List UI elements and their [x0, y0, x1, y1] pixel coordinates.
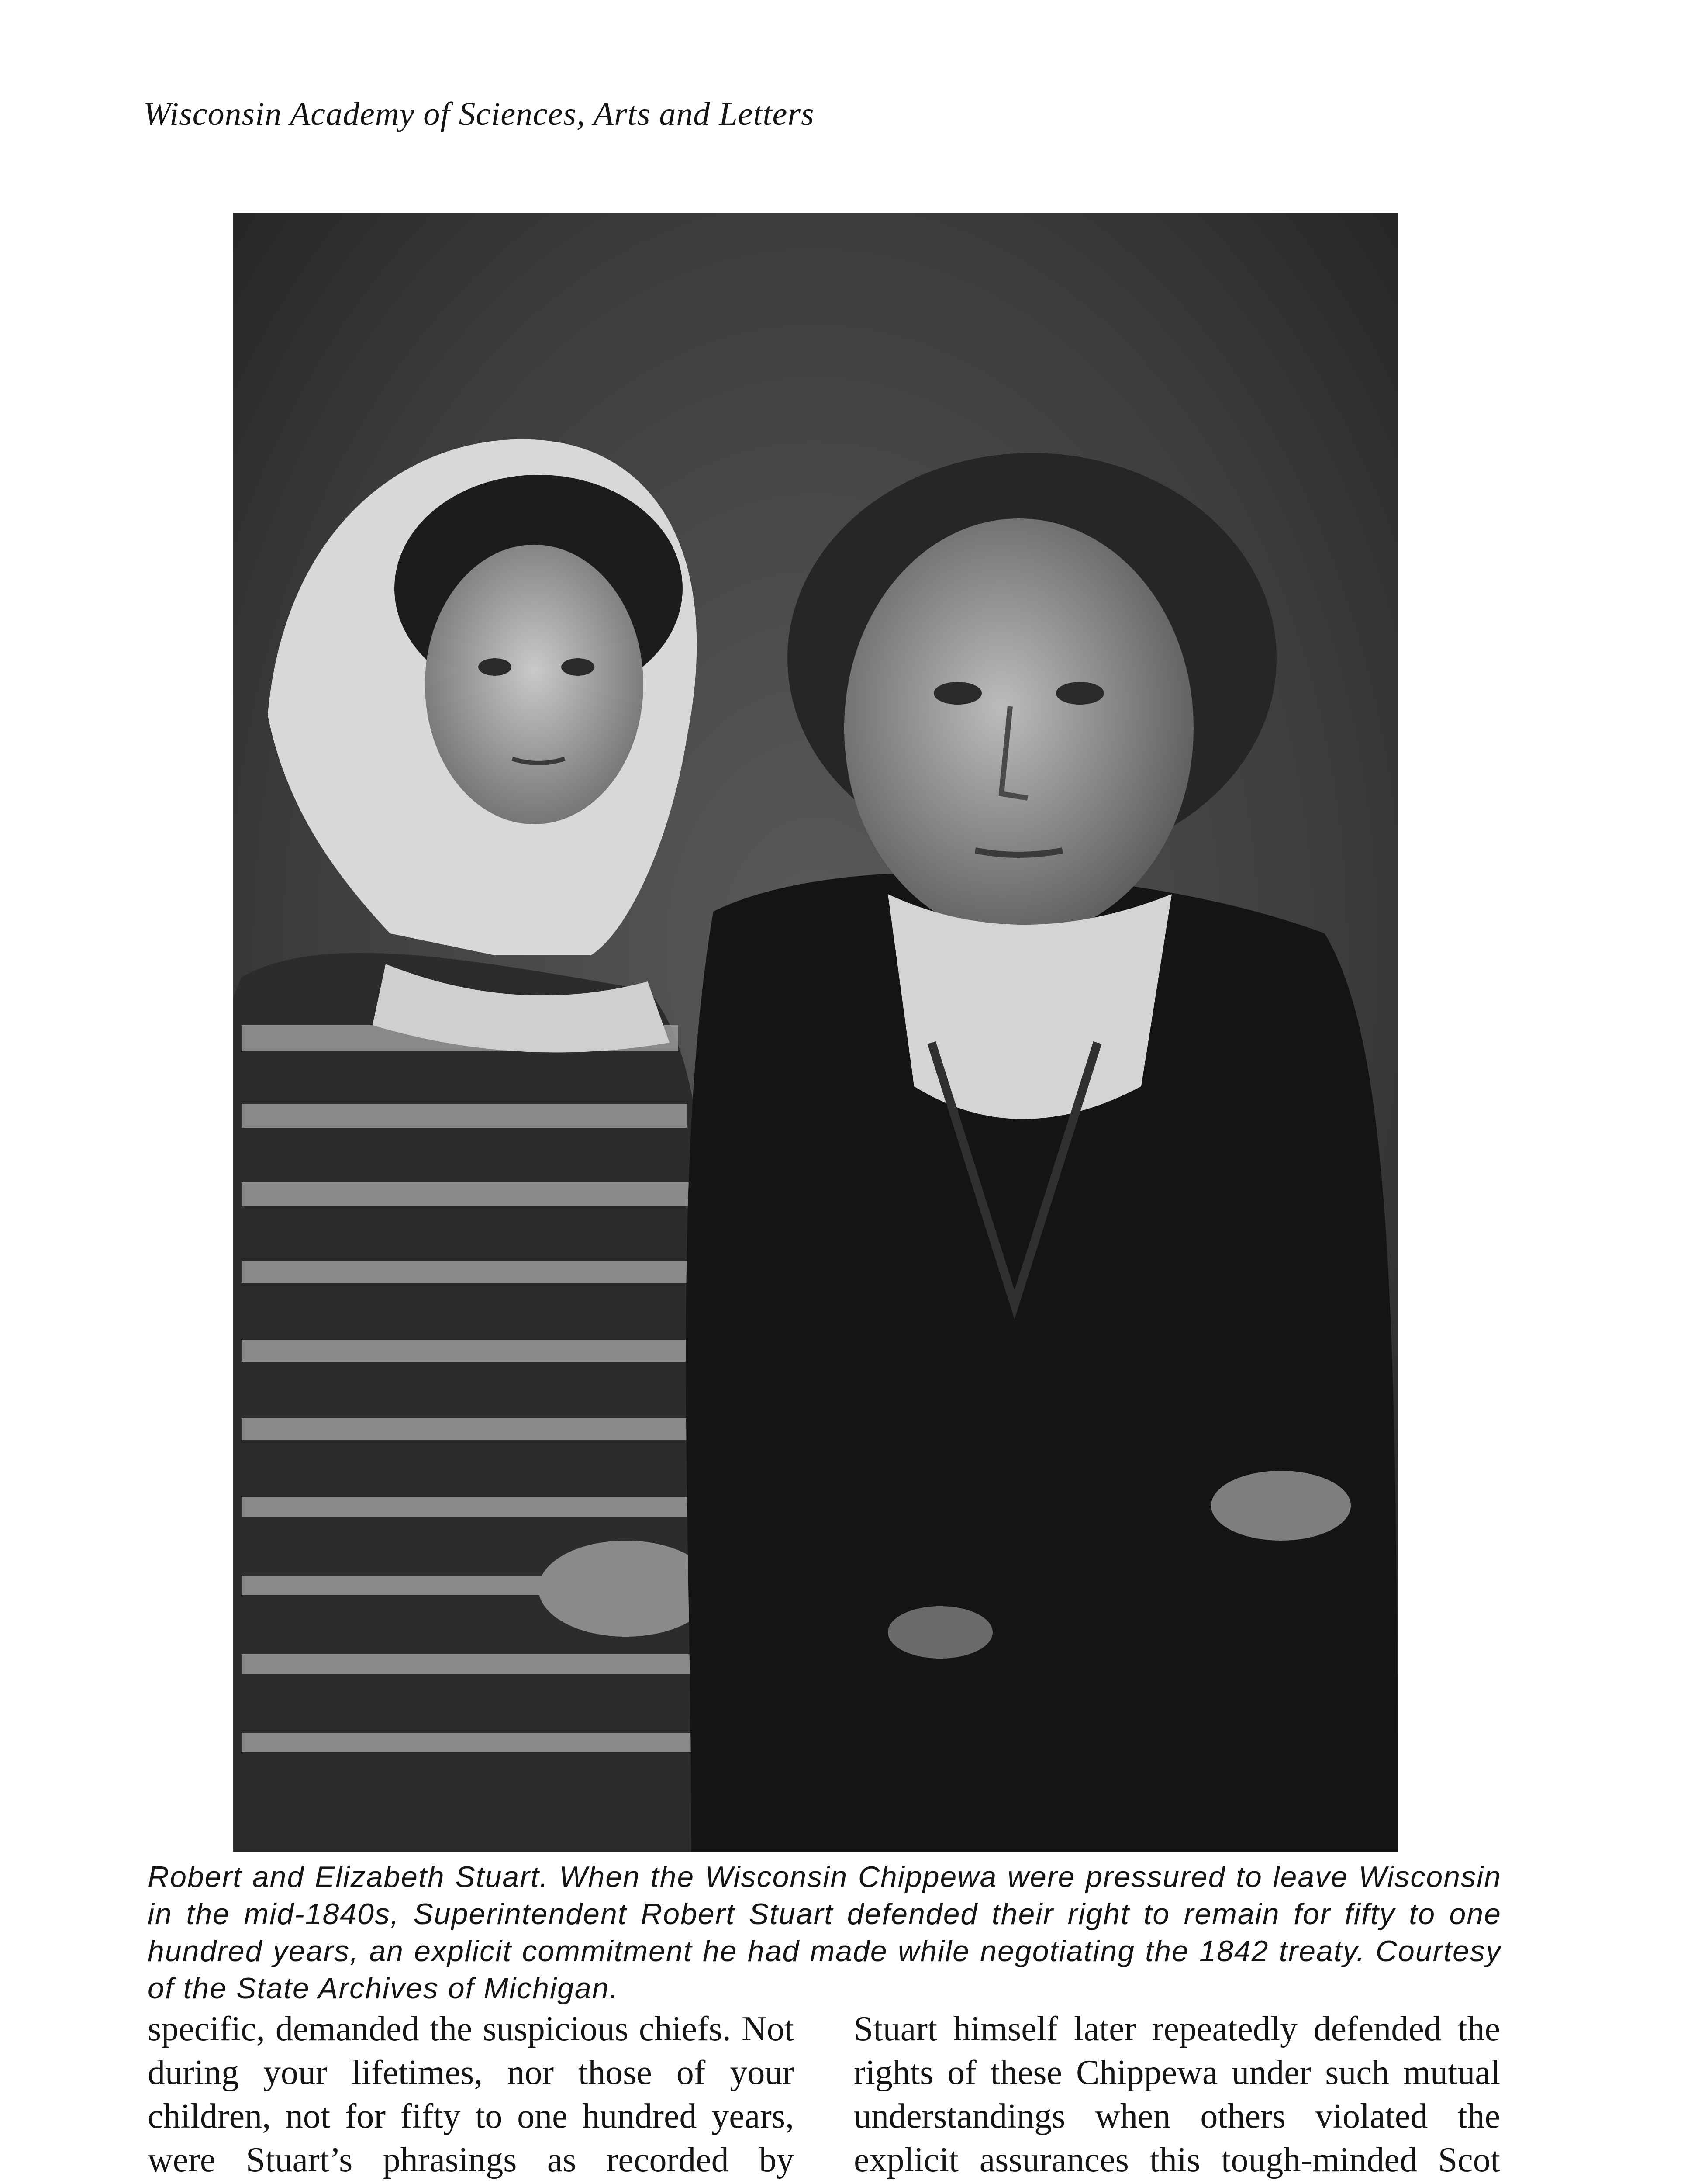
woman-hand: [538, 1541, 713, 1637]
body-text-left-column: specific, demanded the suspicious chiefs. Not during your lifetimes, nor those of your children, not for fifty to one hundred years, were Stuart’s phrasings as recorded by: [148, 2010, 794, 2179]
man-face: [844, 518, 1194, 938]
body-text-right-column: [854, 2007, 1500, 2184]
woman-face: [425, 545, 643, 824]
running-head: Wisconsin Academy of Sciences, Arts and Letters: [143, 96, 815, 132]
photo-caption: Robert and Elizabeth Stuart. When the Wisconsin Chippewa were pressured to leave Wisconsin in the mid-1840s, Superintendent Robert Stuart defended their right to remain for fifty to one hundred years, an explicit commitment he had made while negotiating the 1842 treaty. Courtesy of the State Archives of Michigan.: [148, 1860, 1501, 2005]
right-column-text: Stuart himself later repeatedly defended the rights of these Chippewa under such mutual understandings when others violated the explicit assurances this tough-minded Scot: [854, 2010, 1500, 2179]
woman-dress: [233, 953, 716, 1852]
man-cravat: [888, 894, 1172, 1119]
portrait-photograph: [233, 213, 1398, 1852]
